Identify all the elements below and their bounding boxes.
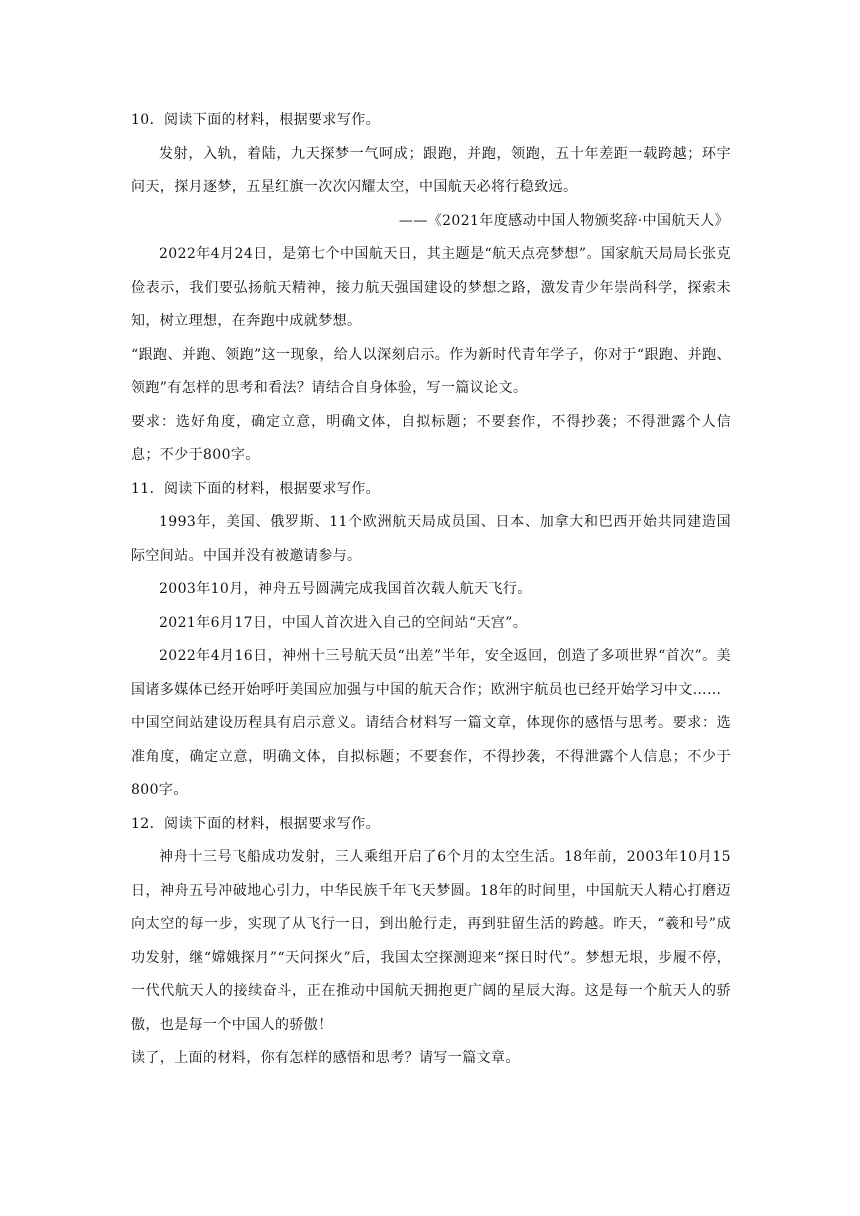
question-10-requirements: 要求：选好角度，确定立意，明确文体，自拟标题；不要套作，不得抄袭；不得泄露个人信息；不少于800字。 — [131, 413, 731, 463]
document-body — [131, 104, 731, 1076]
question-10-heading: 10．阅读下面的材料，根据要求写作。 — [131, 112, 381, 128]
question-12-prompt: 读了，上面的材料，你有怎样的感悟和思考？请写一篇文章。 — [131, 1050, 520, 1066]
question-11-prompt: 中国空间站建设历程具有启示意义。请结合材料写一篇文章，体现你的感悟与思考。要求：选准角度，确定立意，明确文体，自拟标题；不要套作，不得抄袭，不得泄露个人信息；不少于800字。 — [131, 715, 731, 798]
question-11-material-1: 1993年，美国、俄罗斯、11个欧洲航天局成员国、日本、加拿大和巴西开始共同建造国际空间站。中国并没有被邀请参与。 — [131, 514, 731, 564]
question-10-material-1: 发射，入轨，着陆，九天探梦一气呵成；跟跑，并跑，领跑，五十年差距一载跨越；环宇问天，探月逐梦，五星红旗一次次闪耀太空，中国航天必将行稳致远。 — [131, 145, 731, 195]
question-11-material-4: 2022年4月16日，神州十三号航天员“出差”半年，安全返回，创造了多项世界“首次”。美国诸多媒体已经开始呼吁美国应加强与中国的航天合作；欧洲宇航员也已经开始学习中文…… — [131, 648, 731, 698]
question-12-material: 神舟十三号飞船成功发射，三人乘组开启了6个月的太空生活。18年前，2003年10月15日，神舟五号冲破地心引力，中华民族千年飞天梦圆。18年的时间里，中国航天人精心打磨迈向太空的每一步，实现了从飞行一日，到出舱行走，再到驻留生活的跨越。昨天，“羲和号”成功发射，继“嫦娥探月”“天问探火”后，我国太空探测迎来“探日时代”。梦想无垠，步履不停，一代代航天人的接续奋斗，正在推动中国航天拥抱更广阔的星辰大海。这是每一个航天人的骄傲，也是每一个中国人的骄傲！ — [131, 849, 731, 1033]
question-11-material-3: 2021年6月17日，中国人首次进入自己的空间站“天宫”。 — [159, 614, 528, 631]
question-10-prompt: “跟跑、并跑、领跑”这一现象，给人以深刻启示。作为新时代青年学子，你对于“跟跑、并跑、领跑”有怎样的思考和看法？请结合自身体验，写一篇议论文。 — [131, 346, 731, 396]
question-10-material-2: 2022年4月24日，是第七个中国航天日，其主题是“航天点亮梦想”。国家航天局局长张克俭表示，我们要弘扬航天精神，接力航天强国建设的梦想之路，激发青少年崇尚科学，探索未知，树立理想，在奔跑中成就梦想。 — [131, 246, 731, 329]
question-10-source: ——《2021年度感动中国人物颁奖辞·中国航天人》 — [398, 212, 729, 229]
question-12 — [131, 808, 731, 1076]
question-11 — [131, 473, 731, 808]
question-12-heading: 12．阅读下面的材料，根据要求写作。 — [131, 815, 381, 832]
question-11-material-2: 2003年10月，神舟五号圆满完成我国首次载人航天飞行。 — [159, 581, 532, 597]
question-10 — [131, 104, 731, 473]
question-11-heading: 11．阅读下面的材料，根据要求写作。 — [131, 480, 381, 497]
